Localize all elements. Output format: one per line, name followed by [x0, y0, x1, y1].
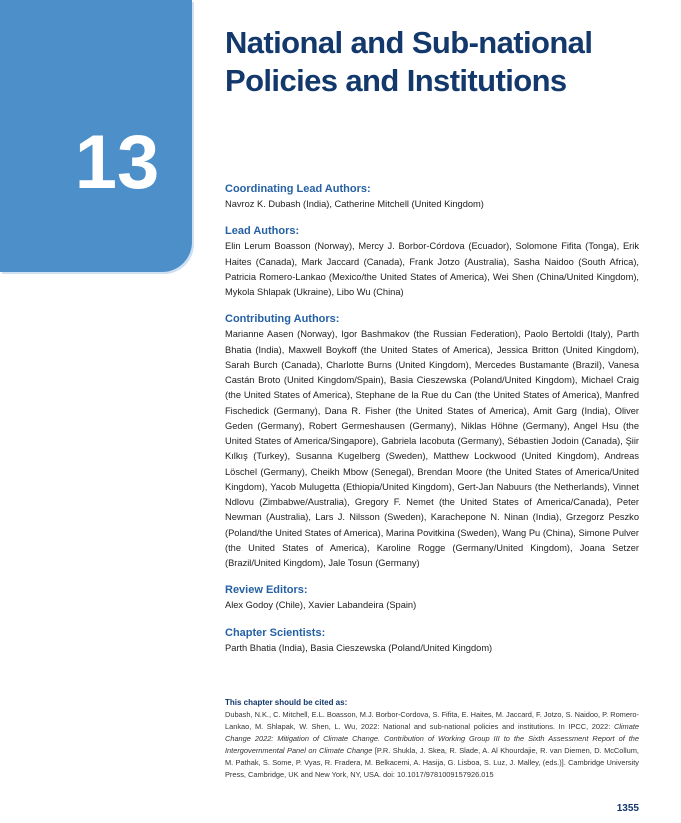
section-body: Marianne Aasen (Norway), Igor Bashmakov (the Russian Federation), Paolo Bertoldi (Italy), Parth Bhatia (India), Maxwell Boykoff (the United States of America), Jessica Britton (United Kingdom), Sarah Burch (Canada), Charlotte Burns (United Kingdom), Mercedes Bustamante (Brazil), Vanesa Castán Broto (United Kingdom/Spain), Basia Cieszewska (Poland/United Kingdom), Michael Craig (the United States of America), Stephane de la Rue du Can (the United States of America), Manfred Fischedick (Germany), Dana R. Fisher (the United States of America), Amit Garg (India), Oliver Geden (Germany), Robert Germeshausen (Germany), Niklas Höhne (Germany), Angel Hsu (the United States of America/Singapore), Gabriela Iacobuta (Germany), Sébastien Jodoin (Canada), Şiir Kılkış (Turkey), Susanna Kugelberg (Sweden), Matthew Lockwood (United Kingdom), Andreas Löschel (Germany), Cheikh Mbow (Senegal), Brendan Moore (the United States of America/United Kingdom), Yacob Mulugetta (Ethiopia/United Kingdom), Gert-Jan Nabuurs (the Netherlands), Vinnet Ndlovu (Zimbabwe/Australia), Gregory F. Nemet (the United States of America/Canada), Peter Newman (Australia), Lars J. Nilsson (Sweden), Karachepone N. Ninan (India), Grzegorz Peszko (Poland/the United States of America), Marina Povitkina (Sweden), Wang Pu (China), Simone Pulver (the United States of America), Karoline Rogge (Germany/United Kingdom), Joana Setzer (Brazil/United Kingdom), Jale Tosun (Germany)	[225, 329, 639, 568]
chapter-scientists-section	[225, 626, 639, 656]
section-heading: Lead Authors:	[225, 225, 300, 238]
section-heading: Coordinating Lead Authors:	[225, 183, 371, 195]
chapter-title-line-1: National and Sub-national	[225, 25, 593, 60]
page-number: 1355	[616, 803, 639, 814]
lead-authors-section	[225, 224, 639, 300]
section-body: Elin Lerum Boasson (Norway), Mercy J. Borbor-Córdova (Ecuador), Solomone Fifita (Tonga), Erik Haites (Canada), Mark Jaccard (Canada), Frank Jotzo (Australia), Sasha Naidoo (South Africa), Patricia Romero-Lankao (Mexico/the United States of America), Wei Shen (China/United Kingdom), Mykola Shlapak (Ukraine), Libo Wu (China)	[225, 241, 639, 297]
citation-text-part-1: Dubash, N.K., C. Mitchell, E.L. Boasson, M.J. Borbor-Cordova, S. Fifita, E. Haites, M. Jaccard, F. Jotzo, S. Naidoo, P. Romero-Lankao, M. Shlapak, W. Shen, L. Wu, 2022: National and sub-national policies and institutions. In IPCC, 2022:	[225, 710, 639, 731]
author-list	[225, 182, 639, 668]
contributing-authors-section	[225, 312, 639, 571]
section-heading: Chapter Scientists:	[225, 626, 326, 639]
chapter-title	[225, 24, 655, 100]
citation-text-part-2: [P.R. Shukla, J. Skea, R. Slade, A. Al Khourdajie, R. van Diemen, D. McCollum, M. Pathak, S. Some, P. Vyas, R. Fradera, M. Belkacemi, A. Hasija, G. Lisboa, S. Luz, J. Malley, (eds.)]. Cambridge University Press, Cambridge, UK and New York, NY, USA. doi: 10.1017/9781009157926.015	[225, 746, 639, 779]
chapter-number: 13	[74, 120, 160, 205]
chapter-title-line-2: Policies and Institutions	[225, 63, 567, 98]
coordinating-lead-authors-section	[225, 182, 639, 212]
section-body: Alex Godoy (Chile), Xavier Labandeira (Spain)	[225, 600, 417, 611]
section-body: Parth Bhatia (India), Basia Cieszewska (Poland/United Kingdom)	[225, 642, 493, 653]
review-editors-section	[225, 583, 639, 613]
citation-text	[225, 709, 639, 781]
chapter-tab	[0, 0, 192, 272]
section-heading: Review Editors:	[225, 584, 308, 597]
citation-report-title: Climate Change 2022: Mitigation of Climate Change. Contribution of Working Group III to the Sixth Assessment Report of the Intergovernmental Panel on Climate Change	[225, 722, 639, 755]
citation-block	[225, 697, 639, 781]
section-heading: Contributing Authors:	[225, 313, 340, 326]
section-body: Navroz K. Dubash (India), Catherine Mitchell (United Kingdom)	[225, 199, 484, 209]
citation-heading: This chapter should be cited as:	[225, 698, 348, 707]
